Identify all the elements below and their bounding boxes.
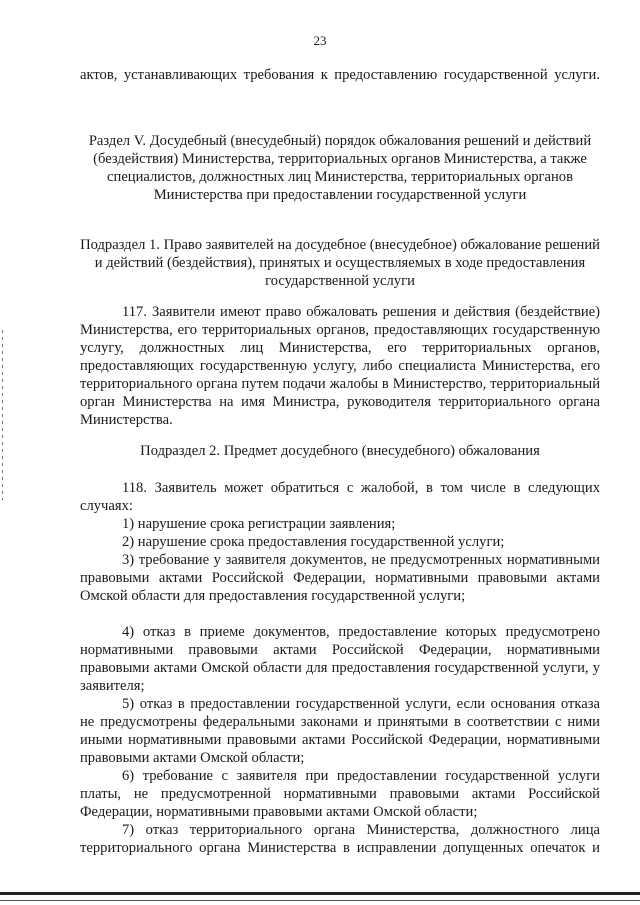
list-item-2: 2) нарушение срока предоставления государственной услуги; [122, 534, 505, 550]
subsection-2-title: Подраздел 2. Предмет досудебного (внесудебного) обжалования [140, 443, 540, 459]
continuation-paragraph: актов, устанавливающих требования к предоставлению государственной услуги. [80, 67, 600, 83]
list-item-5: 5) отказ в предоставлении государственной услуги, если основания отказа не предусмотрены федеральными законами и принятыми в соответствии с ними иными нормативными правовыми актами Российской Федерации, нормативными правовыми актами Омской области; [80, 696, 600, 766]
scan-artifact-left [2, 330, 3, 500]
section-title: Раздел V. Досудебный (внесудебный) порядок обжалования решений и действий (бездействия) Министерства, территориальных органов Министерства, а также специалистов, должностных лиц Министерства, территориальных органов Министерства при предоставлении государственной услуги [88, 133, 592, 203]
paragraph-118: 118. Заявитель может обратиться с жалобой, в том числе в следующих случаях: [80, 480, 600, 514]
scan-artifact-bottom [0, 892, 640, 895]
subsection-1-title: Подраздел 1. Право заявителей на досудебное (внесудебное) обжалование решений и действий (бездействия), принятых и осуществляемых в ходе предоставления государственной услуги [80, 237, 600, 289]
scan-artifact-bottom-line [0, 900, 640, 901]
list-item-3: 3) требование у заявителя документов, не предусмотренных нормативными правовыми актами Российской Федерации, нормативными правовыми актами Омской области для предоставления государственной услуги; [80, 552, 600, 604]
page-number: 23 [313, 33, 327, 48]
list-item-4: 4) отказ в приеме документов, предоставление которых предусмотрено нормативными правовыми актами Российской Федерации, нормативными правовыми актами Омской области для предоставления государственной услуги, у заявителя; [80, 624, 600, 694]
list-item-1: 1) нарушение срока регистрации заявления; [122, 516, 396, 532]
list-item-7: 7) отказ территориального органа Министерства, должностного лица территориального органа Министерства в исправлении допущенных опечаток и [80, 822, 600, 856]
list-item-6: 6) требование с заявителя при предоставлении государственной услуги платы, не предусмотренной нормативными правовыми актами Российской Федерации, нормативными правовыми актами Омской области; [80, 768, 600, 820]
paragraph-117: 117. Заявители имеют право обжаловать решения и действия (бездействие) Министерства, его территориальных органов, предоставляющих государственную услугу, должностных лиц Министерства, его территориальных органов, предоставляющих государственную услугу, либо специалиста Министерства, его территориального органа путем подачи жалобы в Министерство, территориальный орган Министерства на имя Министра, руководителя территориального органа Министерства. [80, 304, 600, 428]
